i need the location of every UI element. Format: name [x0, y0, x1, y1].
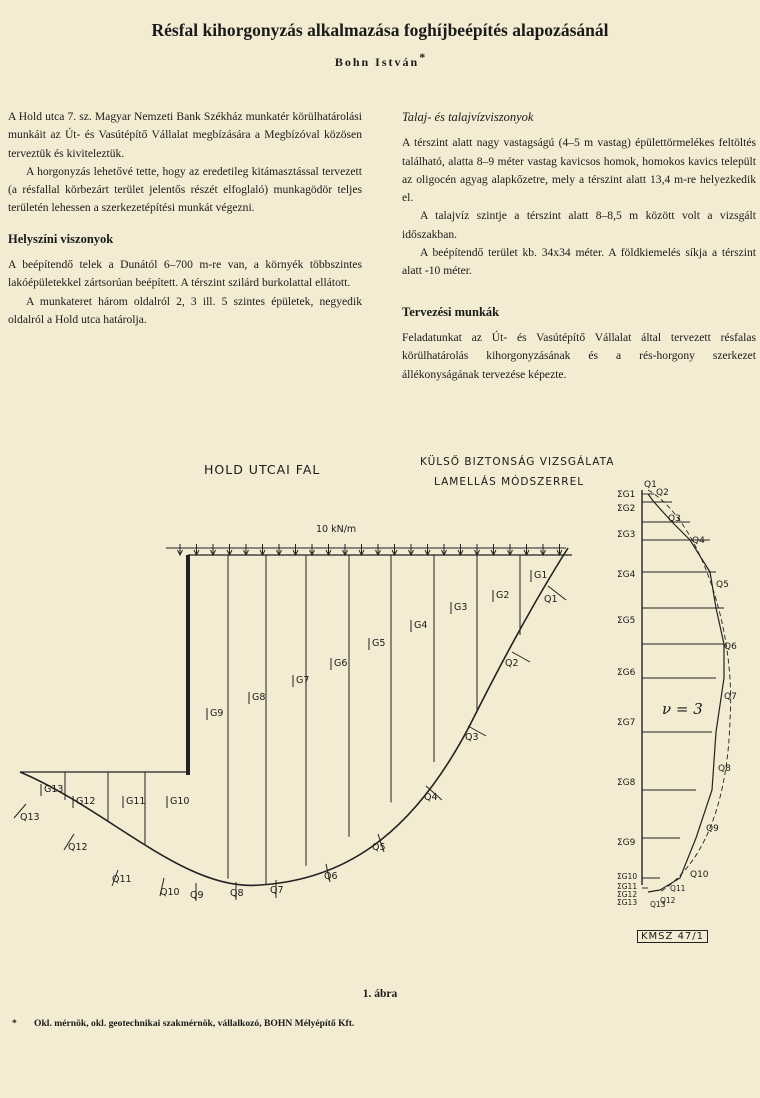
- soil-paragraph-3: A beépítendő terület kb. 34x34 méter. A földkiemelés síkja a térszint alatt -10 méter.: [402, 246, 756, 278]
- polygon-g-label-4: ΣG4: [617, 570, 636, 580]
- footnote: * Okl. mérnök, okl. geotechnikai szakmérnök, vállalkozó, BOHN Mélyépítő Kft.: [12, 1018, 355, 1029]
- figure-heading-right-2: LAMELLÁS MÓDSZERREL: [434, 476, 585, 488]
- polygon-g-label-7: ΣG7: [617, 718, 636, 728]
- polygon-g-label-13: ΣG13: [617, 898, 638, 907]
- polygon-q-label-8: Q8: [718, 764, 731, 774]
- polygon-q-label-3: Q3: [668, 514, 681, 524]
- reaction-label-8: Q8: [230, 888, 244, 899]
- slip-surface: [20, 548, 568, 885]
- weight-label-3: G3: [454, 602, 468, 613]
- drawing-stamp: KMSZ 47/1: [637, 930, 708, 943]
- reaction-label-4: Q4: [424, 792, 438, 803]
- reaction-label-10: Q10: [160, 887, 180, 898]
- figure-heading-left: HOLD UTCAI FAL: [204, 462, 321, 477]
- article-title: Résfal kihorgonyzás alkalmazása foghíjbeépítés alapozásánál: [151, 20, 609, 40]
- polygon-q-label-9: Q9: [706, 824, 719, 834]
- reaction-label-6: Q6: [324, 871, 338, 882]
- soil-paragraph-2: A talajvíz szintje a térszint alatt 8–8,5 m között volt a vizsgált időszakban.: [402, 209, 756, 241]
- load-label: 10 kN/m: [316, 524, 357, 535]
- section-title-site: Helyszíni viszonyok: [8, 231, 114, 246]
- weight-label-13: G13: [44, 784, 64, 795]
- reaction-label-7: Q7: [270, 885, 284, 896]
- author: Bohn István*: [334, 50, 426, 69]
- polygon-g-label-6: ΣG6: [617, 668, 636, 678]
- polygon-g-label-8: ΣG8: [617, 778, 636, 788]
- weight-label-12: G12: [76, 796, 96, 807]
- polygon-g-label-5: ΣG5: [617, 616, 636, 626]
- section-title-design: Tervezési munkák: [402, 304, 500, 319]
- weight-label-6: G6: [334, 658, 348, 669]
- reaction-label-13: Q13: [20, 812, 40, 823]
- figure-lamella-analysis: [0, 430, 760, 970]
- weight-label-1: G1: [534, 570, 548, 581]
- weight-label-8: G8: [252, 692, 266, 703]
- polygon-q-label-6: Q6: [724, 642, 737, 652]
- polygon-q-label-12: Q12: [660, 896, 676, 905]
- reaction-label-5: Q5: [372, 842, 386, 853]
- design-paragraph-1: Feladatunkat az Út- és Vasútépítő Vállalat által tervezett résfalas körülhatárolás kihorgonyzásának és a rés-horgony szerkezet állékonyságának tervezése képezte.: [402, 330, 756, 381]
- polygon-g-label-9: ΣG9: [617, 838, 636, 848]
- polygon-q-label-4: Q4: [692, 536, 705, 546]
- reaction-label-11: Q11: [112, 874, 132, 885]
- lamella-diagram: [0, 430, 760, 970]
- site-paragraph-2: A munkateret három oldalról 2, 3 ill. 5 szintes épületek, negyedik oldalról a Hold utca határolja.: [8, 294, 362, 326]
- weight-label-5: G5: [372, 638, 386, 649]
- reaction-label-3: Q3: [465, 732, 479, 743]
- weight-label-9: G9: [210, 708, 224, 719]
- weight-label-2: G2: [496, 590, 510, 601]
- polygon-q-label-2: Q2: [656, 488, 669, 498]
- polygon-g-label-2: ΣG2: [617, 504, 636, 514]
- section-title-soil: Talaj- és talajvízviszonyok: [402, 110, 534, 124]
- site-paragraph-1: A beépítendő telek a Dunától 6–700 m-re van, a környék többszintes lakóépületekkel zártsorúan beépített. A térszint szilárd burkolattal ellátott.: [8, 258, 362, 290]
- polygon-g-label-11: ΣG11: [617, 882, 638, 891]
- figure-heading-right-1: KÜLSŐ BIZTONSÁG VIZSGÁLATA: [420, 456, 615, 468]
- polygon-q-label-11: Q11: [670, 884, 686, 893]
- polygon-g-label-10: ΣG10: [617, 872, 638, 881]
- polygon-g-label-1: ΣG1: [617, 490, 636, 500]
- weight-label-11: G11: [126, 796, 146, 807]
- polygon-g-label-3: ΣG3: [617, 530, 636, 540]
- reaction-label-12: Q12: [68, 842, 88, 853]
- right-column: [402, 108, 756, 384]
- reaction-label-9: Q9: [190, 890, 204, 901]
- left-column: [8, 108, 362, 329]
- weight-label-7: G7: [296, 675, 310, 686]
- intro-paragraph-1: A Hold utca 7. sz. Magyar Nemzeti Bank Székház munkatér körülhatárolási munkáit az Út- és Vasútépítő Vállalat megbízására a Megbízóval közösen terveztük és kiviteleztük.: [8, 110, 362, 160]
- polygon-q-label-7: Q7: [724, 692, 737, 702]
- weight-label-10: G10: [170, 796, 190, 807]
- safety-factor-label: ν = 3: [662, 700, 703, 718]
- polygon-q-label-5: Q5: [716, 580, 729, 590]
- weight-label-4: G4: [414, 620, 428, 631]
- polygon-g-label-12: ΣG12: [617, 890, 638, 899]
- figure-caption: 1. ábra: [362, 988, 398, 1000]
- reaction-label-1: Q1: [544, 594, 558, 605]
- reaction-label-2: Q2: [505, 658, 519, 669]
- polygon-q-label-13: Q13: [650, 900, 666, 909]
- polygon-q-label-10: Q10: [690, 870, 709, 880]
- polygon-q-label-1: Q1: [644, 480, 657, 490]
- intro-paragraph-2: A horgonyzás lehetővé tette, hogy az eredetileg kitámasztással tervezett (a résfallal körbezárt terület jelentős részét elfoglaló) munkagödör teljes területén lehessen a szerkezetépítési munkát végezni.: [8, 164, 362, 215]
- soil-paragraph-1: A térszint alatt nagy vastagságú (4–5 m vastag) épülettörmelékes feltöltés található, alatta 8–9 méter vastag kavicsos homok, homokos kavics települt az oligocén agyag alapkőzetre, mely a térszint alatt 13,4 m-re helyezkedik el.: [402, 136, 756, 205]
